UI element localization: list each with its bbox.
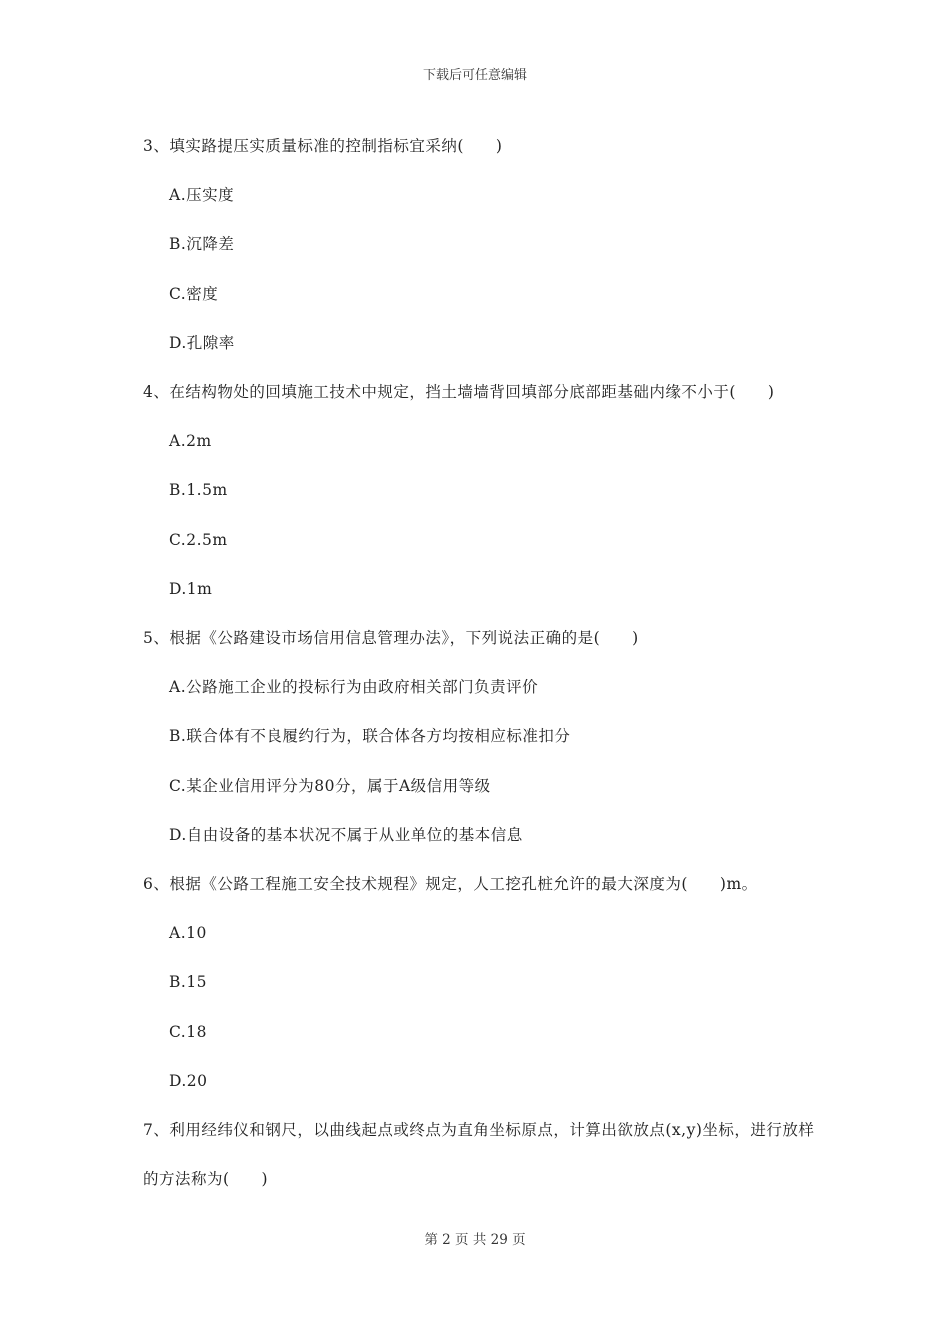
- option-a: A.压实度: [169, 186, 235, 205]
- option-b: B.15: [169, 973, 208, 992]
- option-c: C.某企业信用评分为80分，属于A级信用等级: [169, 776, 491, 795]
- option-a: A.公路施工企业的投标行为由政府相关部门负责评价: [169, 678, 539, 697]
- page-header: 下载后可任意编辑: [422, 68, 527, 83]
- option-b: B.联合体有不良履约行为，联合体各方均按相应标准扣分: [169, 727, 571, 746]
- option-d: D.20: [169, 1071, 208, 1090]
- question-stem: 5、根据《公路建设市场信用信息管理办法》，下列说法正确的是( ): [143, 629, 639, 648]
- question-3: [0, 122, 950, 368]
- option-c: C.密度: [169, 284, 219, 303]
- question-list: [0, 122, 950, 1204]
- question-5: [0, 614, 950, 860]
- page-footer: 第 2 页 共 29 页: [424, 1232, 526, 1248]
- option-d: D.孔隙率: [169, 333, 235, 352]
- question-6: [0, 860, 950, 1106]
- question-7: [0, 1106, 950, 1204]
- option-b: B.1.5m: [169, 481, 228, 500]
- option-c: C.18: [169, 1022, 207, 1041]
- option-d: D.自由设备的基本状况不属于从业单位的基本信息: [169, 825, 523, 844]
- question-stem: 7、利用经纬仪和钢尺，以曲线起点或终点为直角坐标原点，计算出欲放点(x,y)坐标，进行放样的方法称为( ): [143, 1121, 815, 1189]
- option-b: B.沉降差: [169, 235, 235, 254]
- question-stem: 3、填实路提压实质量标准的控制指标宜采纳( ): [143, 137, 503, 155]
- option-d: D.1m: [169, 579, 213, 598]
- option-a: A.2m: [169, 432, 212, 451]
- question-4: [0, 368, 950, 614]
- option-a: A.10: [169, 924, 207, 943]
- question-stem: 4、在结构物处的回填施工技术中规定，挡土墙墙背回填部分底部距基础内缘不小于( ): [143, 383, 775, 402]
- option-c: C.2.5m: [169, 530, 228, 549]
- question-stem: 6、根据《公路工程施工安全技术规程》规定，人工挖孔桩允许的最大深度为( )m。: [143, 875, 758, 894]
